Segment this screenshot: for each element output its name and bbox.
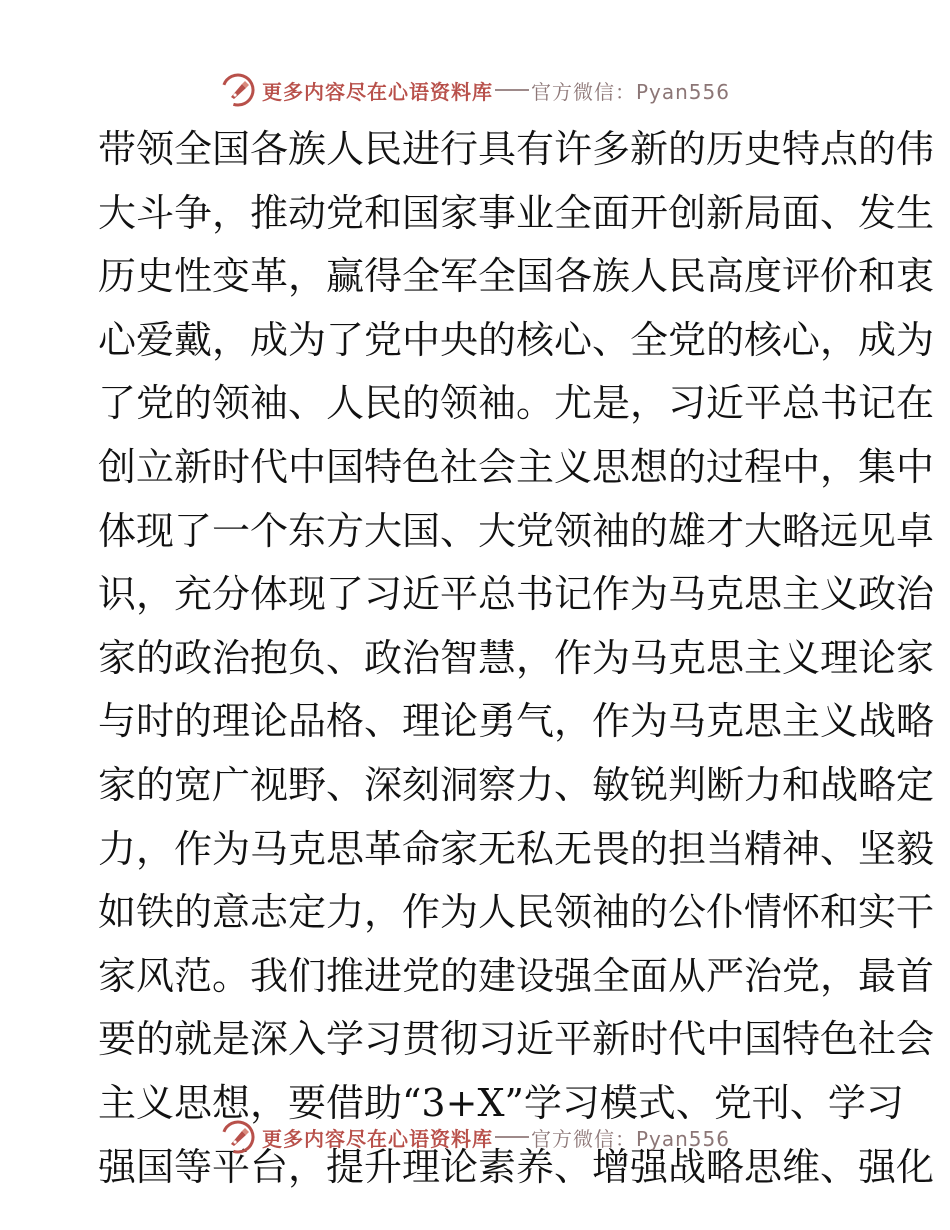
pen-nib-logo-icon	[220, 1119, 256, 1155]
watermark-dash	[495, 1136, 529, 1138]
watermark-official-account: 官方微信：Pyan556	[530, 1126, 730, 1151]
text-line: 体现了一个东方大国、大党领袖的雄才大略远见卓	[98, 508, 935, 553]
text-line: 如铁的意志定力，作为人民领袖的公仆情怀和实干	[98, 890, 935, 935]
text-line: 家的宽广视野、深刻洞察力、敏锐判断力和战略定	[98, 762, 935, 807]
text-line: 带领全国各族人民进行具有许多新的历史特点的伟	[98, 127, 935, 171]
pen-nib-logo-icon	[220, 72, 256, 108]
watermark-dash	[495, 89, 529, 91]
text-line: 要的就是深入学习贯彻习近平新时代中国特色社会	[98, 1017, 935, 1062]
text-line: 强国等平台，提升理论素养、增强战略思维、强化	[98, 1144, 935, 1189]
text-line: 主义思想，要借助“3+X”学习模式、党刊、学习	[98, 1080, 904, 1125]
text-line: 心爱戴，成为了党中央的核心、全党的核心，成为	[98, 317, 935, 362]
text-line: 大斗争，推动党和国家事业全面开创新局面、发生	[98, 190, 935, 235]
text-line: 家的政治抱负、政治智慧，作为马克思主义理论家	[98, 635, 935, 680]
text-line: 与时的理论品格、理论勇气，作为马克思主义战略	[98, 699, 935, 744]
text-line: 力，作为马克思革命家无私无畏的担当精神、坚毅	[98, 826, 935, 871]
watermark-official-account: 官方微信：Pyan556	[530, 79, 730, 104]
text-line: 家风范。我们推进党的建设强全面从严治党，最首	[98, 953, 935, 998]
text-line: 创立新时代中国特色社会主义思想的过程中，集中	[98, 444, 935, 489]
text-line: 了党的领袖、人民的领袖。尤是，习近平总书记在	[98, 381, 935, 426]
footer-watermark	[0, 1117, 950, 1157]
watermark-brand-text: 更多内容尽在心语资料库	[261, 1126, 493, 1151]
header-watermark	[0, 70, 950, 110]
document-body	[98, 118, 935, 1199]
watermark-brand-text: 更多内容尽在心语资料库	[261, 79, 493, 104]
text-line: 历史性变革，赢得全军全国各族人民高度评价和衷	[98, 254, 935, 299]
text-line: 识，充分体现了习近平总书记作为马克思主义政治	[98, 572, 935, 617]
